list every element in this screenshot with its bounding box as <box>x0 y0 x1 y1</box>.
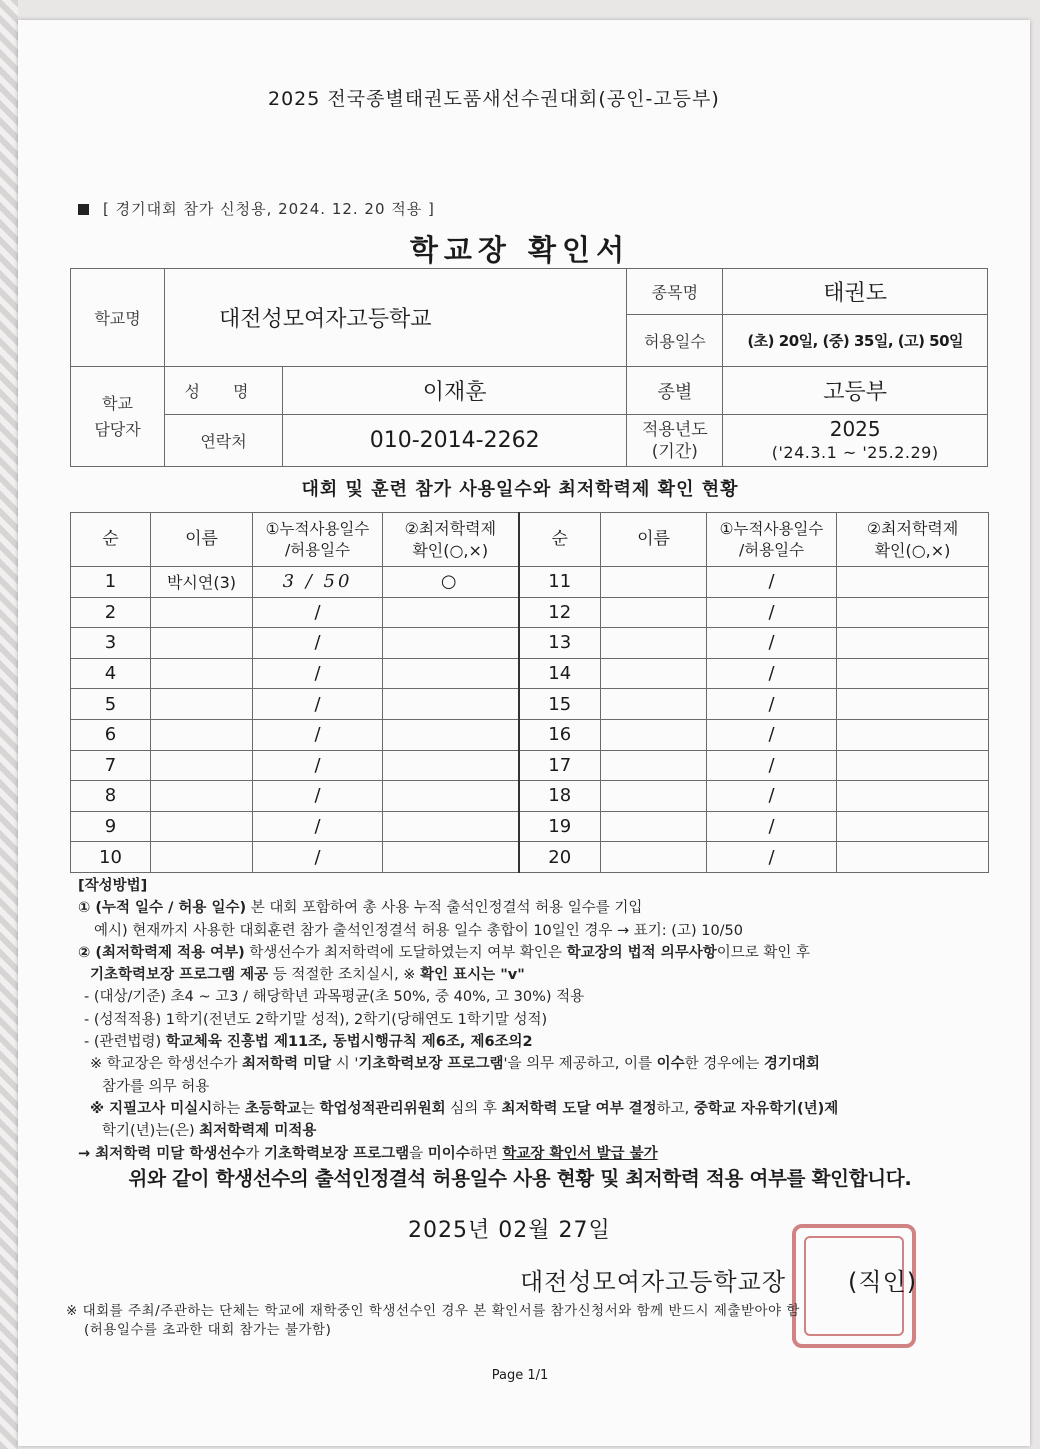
row-number: 18 <box>519 781 601 812</box>
year-cell <box>723 415 988 467</box>
used-days: 3 / 50 <box>253 567 383 598</box>
min-academic-check <box>837 597 989 628</box>
row-number: 13 <box>519 628 601 659</box>
contact-label: 연락처 <box>165 415 283 467</box>
table-row <box>71 842 989 873</box>
guide-line-11: 학기(년)는(은) 최저학력제 미적용 <box>102 1123 317 1140</box>
row-number: 5 <box>71 689 151 720</box>
min-academic-check <box>383 811 519 842</box>
guide-line-9: 참가를 의무 허용 <box>102 1078 210 1095</box>
table-row <box>71 750 989 781</box>
principal-signature-line <box>520 1262 917 1297</box>
category-value: 고등부 <box>723 367 988 415</box>
min-academic-check <box>837 567 989 598</box>
min-academic-check <box>837 750 989 781</box>
used-days: / <box>707 628 837 659</box>
col-days-right: ①누적사용일수 /허용일수 <box>707 513 837 567</box>
year-label: 적용년도 (기간) <box>627 415 723 467</box>
col-no-right: 순 <box>519 513 601 567</box>
used-days: / <box>253 842 383 873</box>
guide-line-3: ② (최저학력제 적용 여부) 학생선수가 최저학력에 도달하였는지 여부 확인은 학교장의 법적 의무사항이므로 확인 후 <box>78 944 810 961</box>
notice-line <box>78 198 435 219</box>
guide-line-5: - (대상/기준) 초4 ~ 고3 / 해당학년 과목평균(초 50%, 중 40%, 고 30%) 적용 <box>84 989 585 1006</box>
guide-line-7: - (관련법령) 학교체육 진흥법 제11조, 동법시행규칙 제6조, 제6조의2 <box>84 1034 533 1051</box>
student-name <box>601 689 707 720</box>
table-row <box>71 781 989 812</box>
student-name <box>601 781 707 812</box>
square-bullet-icon <box>78 204 89 215</box>
min-academic-check <box>837 811 989 842</box>
guide-line-4: 기초학력보장 프로그램 제공 등 적절한 조치실시, ※ 확인 표시는 "v" <box>90 967 525 984</box>
allowed-days-label: 허용일수 <box>627 315 723 367</box>
used-days: / <box>253 628 383 659</box>
student-name <box>601 658 707 689</box>
manager-name-label: 성 명 <box>165 367 283 415</box>
notice-text: [ 경기대회 참가 신청용, 2024. 12. 20 적용 ] <box>103 200 435 218</box>
col-check-right: ②최저학력제 확인(○,×) <box>837 513 989 567</box>
school-name: 대전성모여자고등학교 <box>165 269 627 367</box>
row-number: 12 <box>519 597 601 628</box>
guide-line-8: ※ 학교장은 학생선수가 최저학력 미달 시 '기초학력보장 프로그램'을 의무 제공하고, 이를 이수한 경우에는 경기대회 <box>90 1056 820 1073</box>
category-label: 종별 <box>627 367 723 415</box>
student-name <box>151 658 253 689</box>
student-name <box>151 597 253 628</box>
manager-label: 학교 담당자 <box>71 367 165 467</box>
used-days: / <box>253 658 383 689</box>
row-number: 19 <box>519 811 601 842</box>
min-academic-check <box>837 781 989 812</box>
used-days: / <box>707 719 837 750</box>
student-name <box>601 811 707 842</box>
used-days: / <box>707 811 837 842</box>
student-name <box>151 750 253 781</box>
principal-title: 대전성모여자고등학교장 <box>520 1268 787 1296</box>
guide-line-6: - (성적적용) 1학기(전년도 2학기말 성적), 2학기(당해연도 1학기말 성적) <box>84 1011 548 1028</box>
student-name <box>601 567 707 598</box>
used-days: / <box>707 750 837 781</box>
competition-title: 2025 전국종별태권도품새선수권대회(공인-고등부) <box>268 88 720 110</box>
min-academic-check <box>837 842 989 873</box>
table-row <box>71 597 989 628</box>
page-number: Page 1/1 <box>491 1368 549 1383</box>
min-academic-check <box>383 597 519 628</box>
student-name: 박시연(3) <box>151 567 253 598</box>
footer-note <box>66 1302 800 1340</box>
row-number: 16 <box>519 719 601 750</box>
allowed-days-value: (초) 20일, (중) 35일, (고) 50일 <box>723 315 988 367</box>
student-list-table <box>70 512 989 873</box>
manager-name: 이재훈 <box>283 367 627 415</box>
min-academic-check <box>383 658 519 689</box>
min-academic-check <box>837 689 989 720</box>
student-name <box>601 842 707 873</box>
student-name <box>601 719 707 750</box>
year-value: 2025 <box>829 416 881 441</box>
row-number: 6 <box>71 719 151 750</box>
student-name <box>151 842 253 873</box>
guide-line-10: ※ 지필고사 미실시하는 초등학교는 학업성적관리위원회 심의 후 최저학력 도달 여부 결정하고, 중학교 자유학기(년)제 <box>90 1100 839 1117</box>
row-number: 14 <box>519 658 601 689</box>
row-number: 15 <box>519 689 601 720</box>
used-days: / <box>707 781 837 812</box>
footer-note-line-1: ※ 대회를 주최/주관하는 단체는 학교에 재학중인 학생선수인 경우 본 확인서를 참가신청서와 함께 반드시 제출받아야 함 <box>66 1303 800 1319</box>
row-number: 4 <box>71 658 151 689</box>
min-academic-check <box>383 689 519 720</box>
col-check-left: ②최저학력제 확인(○,×) <box>383 513 519 567</box>
used-days: / <box>707 597 837 628</box>
min-academic-check <box>383 842 519 873</box>
student-name <box>151 719 253 750</box>
used-days: / <box>253 781 383 812</box>
row-number: 11 <box>519 567 601 598</box>
school-label: 학교명 <box>71 269 165 367</box>
min-academic-check <box>837 658 989 689</box>
event-label: 종목명 <box>627 269 723 315</box>
seal-label: (직인) <box>848 1268 918 1296</box>
row-number: 1 <box>71 567 151 598</box>
background-pattern <box>0 0 18 1449</box>
row-number: 9 <box>71 811 151 842</box>
section-title: 대회 및 훈련 참가 사용일수와 최저학력제 확인 현황 <box>301 479 739 500</box>
row-number: 10 <box>71 842 151 873</box>
used-days: / <box>253 811 383 842</box>
used-days: / <box>707 658 837 689</box>
guide-line-12: → 최저학력 미달 학생선수가 기초학력보장 프로그램을 미이수하면 학교장 확인서 발급 불가 <box>78 1145 658 1162</box>
row-number: 3 <box>71 628 151 659</box>
used-days: / <box>707 567 837 598</box>
footer-note-line-2: (허용일수를 초과한 대회 참가는 불가함) <box>84 1322 332 1338</box>
school-info-table <box>70 268 988 467</box>
min-academic-check <box>383 719 519 750</box>
row-number: 17 <box>519 750 601 781</box>
table-row <box>71 658 989 689</box>
guide-heading: [작성방법] <box>78 878 148 894</box>
student-name <box>601 750 707 781</box>
min-academic-check <box>837 628 989 659</box>
row-number: 20 <box>519 842 601 873</box>
used-days: / <box>707 842 837 873</box>
row-number: 8 <box>71 781 151 812</box>
used-days: / <box>253 689 383 720</box>
table-row <box>71 567 989 598</box>
student-name <box>151 689 253 720</box>
document-title: 학교장 확인서 <box>409 233 631 267</box>
guide-line-1: ① (누적 일수 / 허용 일수) 본 대회 포함하여 총 사용 누적 출석인정결석 허용 일수를 기입 <box>78 900 643 917</box>
col-name-right: 이름 <box>601 513 707 567</box>
student-name <box>151 811 253 842</box>
table-row <box>71 811 989 842</box>
writing-guide <box>78 875 978 1165</box>
used-days: / <box>253 719 383 750</box>
row-number: 7 <box>71 750 151 781</box>
student-name <box>151 781 253 812</box>
issue-date: 2025년 02월 27일 <box>408 1218 611 1243</box>
student-name <box>151 628 253 659</box>
student-name <box>601 628 707 659</box>
min-academic-check <box>383 628 519 659</box>
table-row <box>71 689 989 720</box>
col-days-left: ①누적사용일수 /허용일수 <box>253 513 383 567</box>
confirmation-statement: 위와 같이 학생선수의 출석인정결석 허용일수 사용 현황 및 최저학력 적용 여부를 확인합니다. <box>128 1167 912 1190</box>
col-name-left: 이름 <box>151 513 253 567</box>
student-name <box>601 597 707 628</box>
row-number: 2 <box>71 597 151 628</box>
student-list-body <box>71 567 989 873</box>
min-academic-check <box>383 781 519 812</box>
used-days: / <box>253 750 383 781</box>
guide-line-2: 예시) 현재까지 사용한 대회훈련 참가 출석인정결석 허용 일수 총합이 10일인 경우 → 표기: (고) 10/50 <box>94 922 744 939</box>
min-academic-check <box>837 719 989 750</box>
min-academic-check: ○ <box>383 567 519 598</box>
table-row <box>71 628 989 659</box>
used-days: / <box>253 597 383 628</box>
contact-value: 010-2014-2262 <box>283 415 627 467</box>
col-no-left: 순 <box>71 513 151 567</box>
used-days: / <box>707 689 837 720</box>
event-value: 태권도 <box>723 269 988 315</box>
min-academic-check <box>383 750 519 781</box>
period-value: ('24.3.1 ~ '25.2.29) <box>771 442 939 462</box>
table-row <box>71 719 989 750</box>
